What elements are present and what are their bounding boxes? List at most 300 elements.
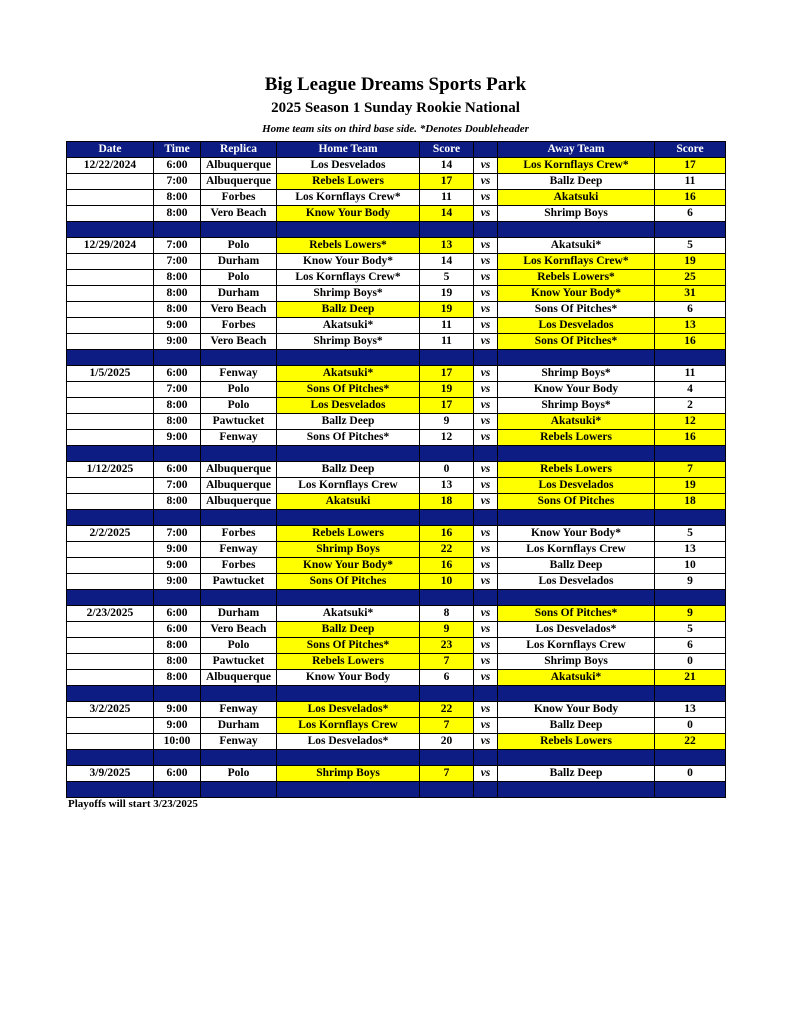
home-score: 17 (420, 398, 474, 414)
away-score: 6 (655, 302, 726, 318)
away-score: 13 (655, 702, 726, 718)
vs-label: vs (474, 270, 498, 286)
home-score: 14 (420, 254, 474, 270)
away-team: Rebels Lowers (498, 462, 655, 478)
separator-cell (277, 782, 420, 798)
vs-label: vs (474, 638, 498, 654)
away-score: 17 (655, 158, 726, 174)
game-row (67, 318, 726, 334)
home-score: 14 (420, 158, 474, 174)
separator-cell (154, 590, 201, 606)
home-score: 7 (420, 766, 474, 782)
away-team: Sons Of Pitches* (498, 302, 655, 318)
away-team: Ballz Deep (498, 174, 655, 190)
vs-label: vs (474, 542, 498, 558)
home-team: Know Your Body* (277, 558, 420, 574)
away-team: Akatsuki (498, 190, 655, 206)
away-score: 0 (655, 718, 726, 734)
away-team: Los Kornflays Crew* (498, 158, 655, 174)
game-date: 2/23/2025 (67, 606, 154, 622)
game-row (67, 478, 726, 494)
separator-cell (67, 222, 154, 238)
home-team: Rebels Lowers (277, 526, 420, 542)
away-score: 0 (655, 654, 726, 670)
game-time: 6:00 (154, 766, 201, 782)
game-time: 7:00 (154, 174, 201, 190)
home-score: 22 (420, 542, 474, 558)
separator-cell (655, 782, 726, 798)
game-date (67, 318, 154, 334)
home-team: Los Kornflays Crew (277, 718, 420, 734)
home-team: Akatsuki* (277, 366, 420, 382)
home-score: 20 (420, 734, 474, 750)
away-team: Rebels Lowers* (498, 270, 655, 286)
away-team: Ballz Deep (498, 766, 655, 782)
game-date: 1/5/2025 (67, 366, 154, 382)
separator-cell (277, 590, 420, 606)
separator-cell (67, 686, 154, 702)
game-time: 9:00 (154, 718, 201, 734)
home-team: Los Kornflays Crew (277, 478, 420, 494)
away-team: Know Your Body* (498, 526, 655, 542)
home-team: Akatsuki* (277, 318, 420, 334)
home-score: 0 (420, 462, 474, 478)
separator-cell (498, 350, 655, 366)
home-score: 17 (420, 366, 474, 382)
game-time: 9:00 (154, 702, 201, 718)
separator-cell (474, 446, 498, 462)
vs-label: vs (474, 526, 498, 542)
game-date (67, 718, 154, 734)
game-replica-field: Durham (201, 606, 277, 622)
page-title: Big League Dreams Sports Park (264, 74, 527, 95)
game-row (67, 622, 726, 638)
away-team: Sons Of Pitches (498, 494, 655, 510)
home-team: Shrimp Boys (277, 766, 420, 782)
col-header-away-team: Away Team (498, 142, 655, 158)
home-team: Sons Of Pitches (277, 574, 420, 590)
separator-cell (277, 350, 420, 366)
game-date (67, 638, 154, 654)
away-score: 7 (655, 462, 726, 478)
home-team: Los Kornflays Crew* (277, 270, 420, 286)
vs-label: vs (474, 414, 498, 430)
game-row (67, 574, 726, 590)
separator-cell (201, 686, 277, 702)
game-replica-field: Fenway (201, 702, 277, 718)
game-replica-field: Durham (201, 286, 277, 302)
separator-cell (67, 750, 154, 766)
game-date (67, 542, 154, 558)
home-team: Know Your Body* (277, 254, 420, 270)
table-header-row (67, 142, 726, 158)
separator-cell (655, 750, 726, 766)
home-team: Sons Of Pitches* (277, 638, 420, 654)
separator-cell (498, 750, 655, 766)
game-replica-field: Polo (201, 382, 277, 398)
game-time: 8:00 (154, 638, 201, 654)
away-team: Ballz Deep (498, 558, 655, 574)
game-time: 9:00 (154, 334, 201, 350)
game-row (67, 190, 726, 206)
home-score: 19 (420, 286, 474, 302)
game-replica-field: Vero Beach (201, 334, 277, 350)
home-team: Rebels Lowers (277, 654, 420, 670)
game-time: 9:00 (154, 318, 201, 334)
game-time: 8:00 (154, 670, 201, 686)
game-time: 6:00 (154, 462, 201, 478)
game-replica-field: Polo (201, 766, 277, 782)
game-replica-field: Polo (201, 238, 277, 254)
game-row (67, 158, 726, 174)
game-replica-field: Albuquerque (201, 462, 277, 478)
away-team: Shrimp Boys* (498, 366, 655, 382)
game-time: 8:00 (154, 270, 201, 286)
game-row (67, 718, 726, 734)
home-team: Shrimp Boys* (277, 286, 420, 302)
home-score: 7 (420, 654, 474, 670)
game-time: 8:00 (154, 654, 201, 670)
separator-cell (498, 510, 655, 526)
vs-label: vs (474, 622, 498, 638)
game-replica-field: Forbes (201, 558, 277, 574)
away-score: 22 (655, 734, 726, 750)
game-replica-field: Durham (201, 718, 277, 734)
home-team: Ballz Deep (277, 414, 420, 430)
home-score: 14 (420, 206, 474, 222)
separator-cell (655, 350, 726, 366)
separator-cell (201, 222, 277, 238)
game-row (67, 206, 726, 222)
game-replica-field: Forbes (201, 526, 277, 542)
game-replica-field: Albuquerque (201, 158, 277, 174)
home-team: Ballz Deep (277, 462, 420, 478)
game-time: 9:00 (154, 430, 201, 446)
game-time: 8:00 (154, 190, 201, 206)
day-separator-row (67, 510, 726, 526)
vs-label: vs (474, 318, 498, 334)
game-row (67, 494, 726, 510)
game-date: 12/22/2024 (67, 158, 154, 174)
game-date: 3/2/2025 (67, 702, 154, 718)
separator-cell (655, 510, 726, 526)
game-row (67, 766, 726, 782)
game-row (67, 654, 726, 670)
vs-label: vs (474, 734, 498, 750)
home-team: Shrimp Boys (277, 542, 420, 558)
away-team: Rebels Lowers (498, 430, 655, 446)
home-score: 9 (420, 622, 474, 638)
separator-cell (498, 446, 655, 462)
separator-cell (474, 222, 498, 238)
game-replica-field: Vero Beach (201, 302, 277, 318)
vs-label: vs (474, 286, 498, 302)
home-team: Sons Of Pitches* (277, 382, 420, 398)
game-time: 7:00 (154, 254, 201, 270)
home-score: 19 (420, 382, 474, 398)
home-team: Los Desvelados (277, 398, 420, 414)
game-replica-field: Pawtucket (201, 654, 277, 670)
away-score: 19 (655, 478, 726, 494)
game-date (67, 398, 154, 414)
game-time: 8:00 (154, 398, 201, 414)
separator-cell (201, 446, 277, 462)
away-team: Know Your Body (498, 382, 655, 398)
game-time: 8:00 (154, 494, 201, 510)
vs-label: vs (474, 670, 498, 686)
game-row (67, 638, 726, 654)
separator-cell (420, 446, 474, 462)
game-date (67, 190, 154, 206)
away-team: Shrimp Boys* (498, 398, 655, 414)
vs-label: vs (474, 238, 498, 254)
home-team: Akatsuki (277, 494, 420, 510)
away-team: Los Desvelados (498, 318, 655, 334)
separator-cell (498, 222, 655, 238)
home-score: 16 (420, 558, 474, 574)
away-score: 10 (655, 558, 726, 574)
game-row (67, 430, 726, 446)
game-row (67, 414, 726, 430)
game-row (67, 462, 726, 478)
home-score: 9 (420, 414, 474, 430)
away-score: 13 (655, 318, 726, 334)
home-team: Ballz Deep (277, 302, 420, 318)
game-time: 9:00 (154, 558, 201, 574)
game-replica-field: Albuquerque (201, 174, 277, 190)
day-separator-row (67, 222, 726, 238)
separator-cell (67, 782, 154, 798)
separator-cell (277, 446, 420, 462)
game-date (67, 206, 154, 222)
home-team: Rebels Lowers (277, 174, 420, 190)
col-header-home-score: Score (420, 142, 474, 158)
away-score: 16 (655, 430, 726, 446)
vs-label: vs (474, 478, 498, 494)
separator-cell (474, 750, 498, 766)
vs-label: vs (474, 302, 498, 318)
game-row (67, 558, 726, 574)
vs-label: vs (474, 606, 498, 622)
home-team-note: Home team sits on third base side. *Denotes Doubleheader (262, 123, 529, 135)
game-date (67, 414, 154, 430)
away-team: Los Desvelados* (498, 622, 655, 638)
season-subtitle: 2025 Season 1 Sunday Rookie National (271, 100, 520, 116)
game-row (67, 542, 726, 558)
vs-label: vs (474, 430, 498, 446)
day-separator-row (67, 590, 726, 606)
vs-label: vs (474, 206, 498, 222)
playoffs-note: Playoffs will start 3/23/2025 (68, 798, 198, 810)
separator-cell (277, 222, 420, 238)
game-replica-field: Vero Beach (201, 622, 277, 638)
separator-cell (498, 686, 655, 702)
vs-label: vs (474, 558, 498, 574)
separator-cell (201, 510, 277, 526)
home-team: Los Desvelados* (277, 734, 420, 750)
home-score: 19 (420, 302, 474, 318)
col-header-vs (474, 142, 498, 158)
home-score: 13 (420, 238, 474, 254)
home-score: 23 (420, 638, 474, 654)
game-row (67, 334, 726, 350)
day-separator-row (67, 686, 726, 702)
away-score: 19 (655, 254, 726, 270)
game-time: 6:00 (154, 606, 201, 622)
separator-cell (474, 590, 498, 606)
separator-cell (420, 222, 474, 238)
vs-label: vs (474, 254, 498, 270)
separator-cell (277, 686, 420, 702)
away-score: 25 (655, 270, 726, 286)
game-replica-field: Pawtucket (201, 574, 277, 590)
separator-cell (154, 750, 201, 766)
vs-label: vs (474, 718, 498, 734)
away-score: 0 (655, 766, 726, 782)
vs-label: vs (474, 462, 498, 478)
separator-cell (420, 590, 474, 606)
home-score: 11 (420, 190, 474, 206)
away-score: 5 (655, 526, 726, 542)
game-row (67, 606, 726, 622)
game-row (67, 366, 726, 382)
separator-cell (277, 510, 420, 526)
home-team: Know Your Body (277, 670, 420, 686)
game-time: 7:00 (154, 478, 201, 494)
game-row (67, 734, 726, 750)
game-date (67, 382, 154, 398)
away-team: Los Desvelados (498, 478, 655, 494)
home-score: 6 (420, 670, 474, 686)
game-row (67, 670, 726, 686)
game-row (67, 526, 726, 542)
game-date (67, 654, 154, 670)
game-replica-field: Fenway (201, 430, 277, 446)
col-header-replica: Replica (201, 142, 277, 158)
game-time: 6:00 (154, 622, 201, 638)
game-row (67, 270, 726, 286)
home-score: 16 (420, 526, 474, 542)
game-date (67, 478, 154, 494)
separator-cell (420, 510, 474, 526)
game-date (67, 174, 154, 190)
away-team: Los Kornflays Crew* (498, 254, 655, 270)
game-date (67, 622, 154, 638)
vs-label: vs (474, 766, 498, 782)
separator-cell (201, 782, 277, 798)
home-team: Sons Of Pitches* (277, 430, 420, 446)
game-replica-field: Fenway (201, 366, 277, 382)
separator-cell (420, 750, 474, 766)
game-row (67, 382, 726, 398)
separator-cell (655, 590, 726, 606)
game-replica-field: Vero Beach (201, 206, 277, 222)
away-team: Los Kornflays Crew (498, 638, 655, 654)
game-row (67, 398, 726, 414)
away-score: 11 (655, 174, 726, 190)
home-score: 11 (420, 334, 474, 350)
game-date (67, 334, 154, 350)
home-score: 8 (420, 606, 474, 622)
game-replica-field: Polo (201, 398, 277, 414)
game-date: 3/9/2025 (67, 766, 154, 782)
home-team: Los Desvelados (277, 158, 420, 174)
away-team: Sons Of Pitches* (498, 606, 655, 622)
game-replica-field: Albuquerque (201, 478, 277, 494)
vs-label: vs (474, 398, 498, 414)
separator-cell (154, 686, 201, 702)
away-score: 13 (655, 542, 726, 558)
separator-cell (420, 350, 474, 366)
game-date: 1/12/2025 (67, 462, 154, 478)
game-replica-field: Polo (201, 270, 277, 286)
away-score: 5 (655, 622, 726, 638)
separator-cell (154, 350, 201, 366)
away-team: Shrimp Boys (498, 654, 655, 670)
game-date (67, 494, 154, 510)
col-header-time: Time (154, 142, 201, 158)
game-time: 8:00 (154, 286, 201, 302)
separator-cell (655, 686, 726, 702)
game-time: 7:00 (154, 382, 201, 398)
away-team: Shrimp Boys (498, 206, 655, 222)
away-team: Akatsuki* (498, 238, 655, 254)
game-row (67, 302, 726, 318)
game-replica-field: Albuquerque (201, 670, 277, 686)
separator-cell (201, 590, 277, 606)
away-score: 31 (655, 286, 726, 302)
home-team: Los Kornflays Crew* (277, 190, 420, 206)
schedule-table-wrapper (66, 141, 725, 798)
game-time: 8:00 (154, 302, 201, 318)
separator-cell (67, 446, 154, 462)
separator-cell (154, 446, 201, 462)
separator-cell (201, 750, 277, 766)
game-date (67, 254, 154, 270)
game-time: 7:00 (154, 526, 201, 542)
game-date (67, 286, 154, 302)
game-time: 10:00 (154, 734, 201, 750)
game-row (67, 254, 726, 270)
away-score: 21 (655, 670, 726, 686)
game-time: 6:00 (154, 158, 201, 174)
vs-label: vs (474, 494, 498, 510)
game-row (67, 702, 726, 718)
vs-label: vs (474, 702, 498, 718)
separator-cell (201, 350, 277, 366)
away-score: 11 (655, 366, 726, 382)
home-score: 18 (420, 494, 474, 510)
away-score: 12 (655, 414, 726, 430)
game-replica-field: Forbes (201, 318, 277, 334)
col-header-date: Date (67, 142, 154, 158)
home-score: 13 (420, 478, 474, 494)
away-team: Akatsuki* (498, 414, 655, 430)
day-separator-row (67, 446, 726, 462)
away-score: 5 (655, 238, 726, 254)
game-time: 8:00 (154, 206, 201, 222)
separator-cell (154, 222, 201, 238)
separator-cell (655, 222, 726, 238)
separator-cell (67, 350, 154, 366)
separator-cell (474, 686, 498, 702)
away-team: Los Kornflays Crew (498, 542, 655, 558)
game-time: 9:00 (154, 574, 201, 590)
game-time: 7:00 (154, 238, 201, 254)
game-date (67, 574, 154, 590)
game-replica-field: Forbes (201, 190, 277, 206)
day-separator-row (67, 750, 726, 766)
